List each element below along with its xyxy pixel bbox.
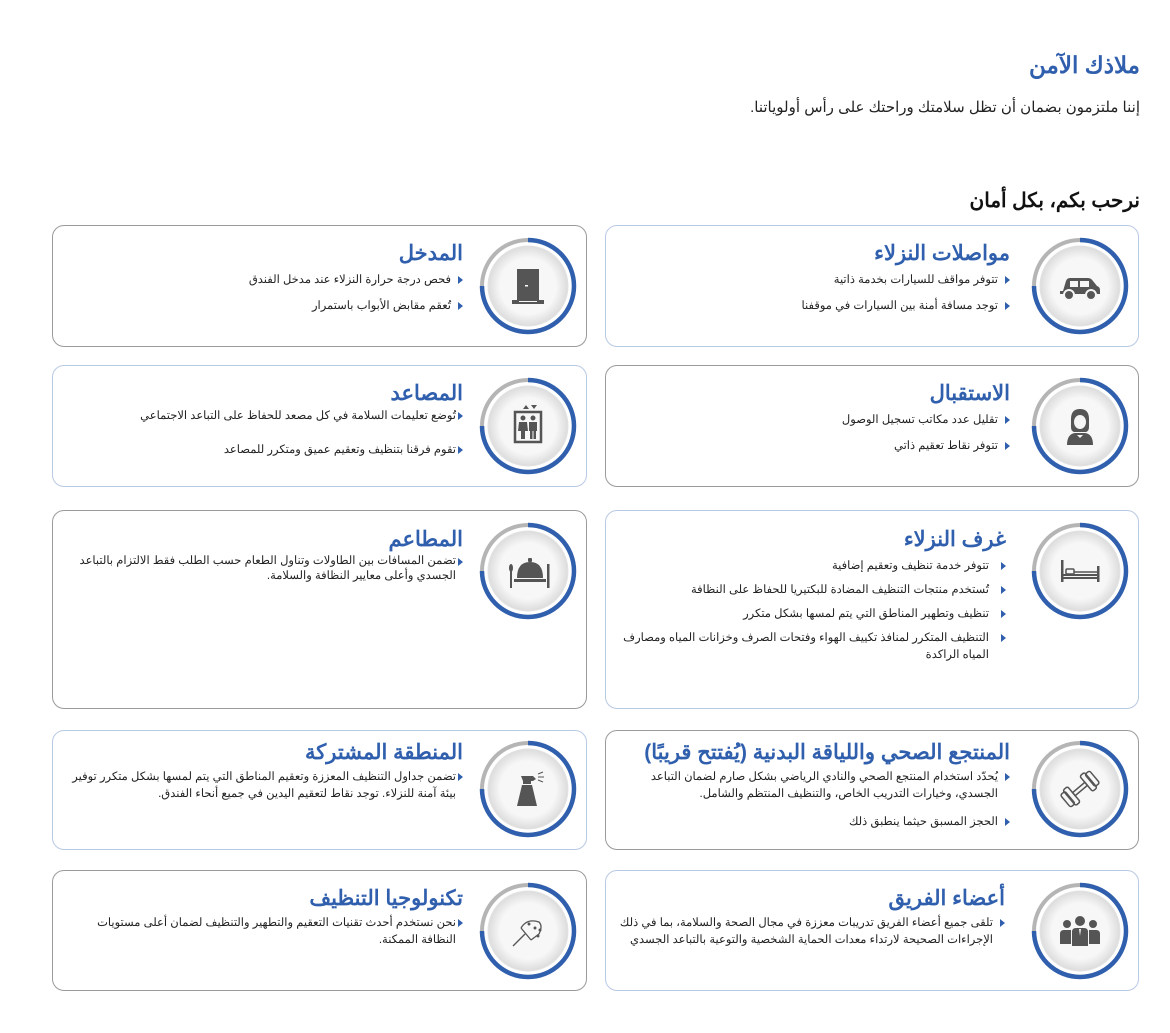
bullet-icon (458, 919, 463, 927)
team-icon (1055, 906, 1105, 956)
icon-ring (1030, 236, 1130, 336)
list-item: تقليل عدد مكاتب تسجيل الوصول (620, 412, 1010, 429)
spray-bottle-icon (503, 764, 553, 814)
icon-ring (478, 739, 578, 839)
list-item: تتوفر مواقف للسيارات بخدمة ذاتية (620, 272, 1010, 289)
card-guest-transport (605, 225, 1139, 347)
list-item: الحجز المسبق حيثما ينطبق ذلك (615, 814, 1010, 831)
card-team-members (605, 870, 1139, 991)
card-entrance (52, 225, 587, 347)
list-item: التنظيف المتكرر لمنافذ تكييف الهواء وفتحات الصرف وخزانات المياه ومصارف المياه الراكدة (611, 630, 1006, 664)
bullet-icon (458, 446, 463, 454)
bullet-icon (458, 302, 463, 310)
icon-ring (478, 236, 578, 336)
list-item: فحص درجة حرارة النزلاء عند مدخل الفندق (68, 272, 463, 289)
list-item: تقوم فرقنا بتنظيف وتعقيم عميق ومتكرر للمصاعد (63, 442, 463, 459)
bullet-icon (458, 412, 463, 420)
bullet-icon (1005, 276, 1010, 284)
icon-ring (478, 376, 578, 476)
bullet-icon (458, 558, 463, 566)
bullet-icon (1001, 586, 1006, 594)
list-item: تنظيف وتطهير المناطق التي يتم لمسها بشكل متكرر (611, 606, 1006, 623)
list-item: تُعقم مقابض الأبواب باستمرار (68, 298, 463, 315)
card-title: المدخل (398, 242, 463, 265)
card-cleaning-technology (52, 870, 587, 991)
door-icon (503, 261, 553, 311)
card-title: مواصلات النزلاء (874, 242, 1010, 265)
card-title: أعضاء الفريق (888, 887, 1005, 910)
icon-ring (1030, 376, 1130, 476)
list-item: تتوفر نقاط تعقيم ذاتي (620, 438, 1010, 455)
card-title: المطاعم (388, 528, 463, 551)
bullet-icon (1001, 634, 1006, 642)
list-item: تتوفر خدمة تنظيف وتعقيم إضافية (611, 558, 1006, 575)
card-title: تكنولوجيا التنظيف (309, 887, 463, 910)
dumbbell-icon (1055, 764, 1105, 814)
bullet-icon (1000, 919, 1005, 927)
bullet-icon (1005, 442, 1010, 450)
squeegee-icon (503, 906, 553, 956)
card-guest-rooms (605, 510, 1139, 709)
card-common-area (52, 730, 587, 850)
bullet-icon (1005, 818, 1010, 826)
section-heading: نرحب بكم، بكل أمان (969, 190, 1140, 212)
bullet-icon (1001, 610, 1006, 618)
bullet-icon (1001, 562, 1006, 570)
card-title: المنطقة المشتركة (305, 741, 463, 764)
list-item: نحن نستخدم أحدث تقنيات التعقيم والتطهير والتنظيف لضمان أعلى مستويات النظافة الممكنة. (63, 915, 463, 949)
card-title: غرف النزلاء (903, 528, 1006, 551)
icon-ring (478, 521, 578, 621)
page-title: ملاذك الآمن (1029, 52, 1140, 78)
list-item: تضمن جداول التنظيف المعززة وتعقيم المناطق التي يتم لمسها بشكل متكرر توفير بيئة آمنة للنزلاء. توجد نقاط لتعقيم اليدين في جميع أنحاء الفندق. (63, 769, 463, 803)
list-item: تُستخدم منتجات التنظيف المضادة للبكتيريا للحفاظ على النظافة (611, 582, 1006, 599)
card-title: المصاعد (390, 382, 463, 405)
card-spa-fitness (605, 730, 1139, 850)
card-title: المنتجع الصحي واللياقة البدنية (يُفتتح قريبًا) (644, 741, 1010, 764)
list-item: تضمن المسافات بين الطاولات وتناول الطعام حسب الطلب فقط الالتزام بالتباعد الجسدي وأعلى معايير النظافة والسلامة. (58, 554, 463, 584)
bullet-icon (1005, 302, 1010, 310)
intro-text: إننا ملتزمون بضمان أن تظل سلامتك وراحتك على رأس أولوياتنا. (750, 99, 1140, 116)
bullet-icon (458, 773, 463, 781)
list-item: توجد مسافة أمنة بين السيارات في موقفنا (620, 298, 1010, 315)
card-title: الاستقبال (929, 382, 1010, 405)
cloche-icon (503, 546, 553, 596)
receptionist-icon (1055, 401, 1105, 451)
icon-ring (478, 881, 578, 981)
icon-ring (1030, 739, 1130, 839)
elevator-icon (503, 401, 553, 451)
bullet-icon (1005, 773, 1010, 781)
car-icon (1055, 261, 1105, 311)
bed-icon (1055, 546, 1105, 596)
icon-ring (1030, 521, 1130, 621)
bullet-icon (458, 276, 463, 284)
card-restaurants (52, 510, 587, 709)
list-item: تُوضع تعليمات السلامة في كل مصعد للحفاظ على التباعد الاجتماعي (63, 408, 463, 425)
card-reception (605, 365, 1139, 487)
card-elevators (52, 365, 587, 487)
icon-ring (1030, 881, 1130, 981)
bullet-icon (1005, 416, 1010, 424)
list-item: تلقى جميع أعضاء الفريق تدريبات معززة في مجال الصحة والسلامة، بما في ذلك الإجراءات الصحيحة لارتداء معدات الحماية الشخصية والتوعية بالتباعد الجسدي (615, 915, 1005, 949)
list-item: يُحدّد استخدام المنتجع الصحي والنادي الرياضي بشكل صارم لضمان التباعد الجسدي، وخيارات التدريب الخاص، والتنظيف المنتظم والشامل. (615, 769, 1010, 803)
